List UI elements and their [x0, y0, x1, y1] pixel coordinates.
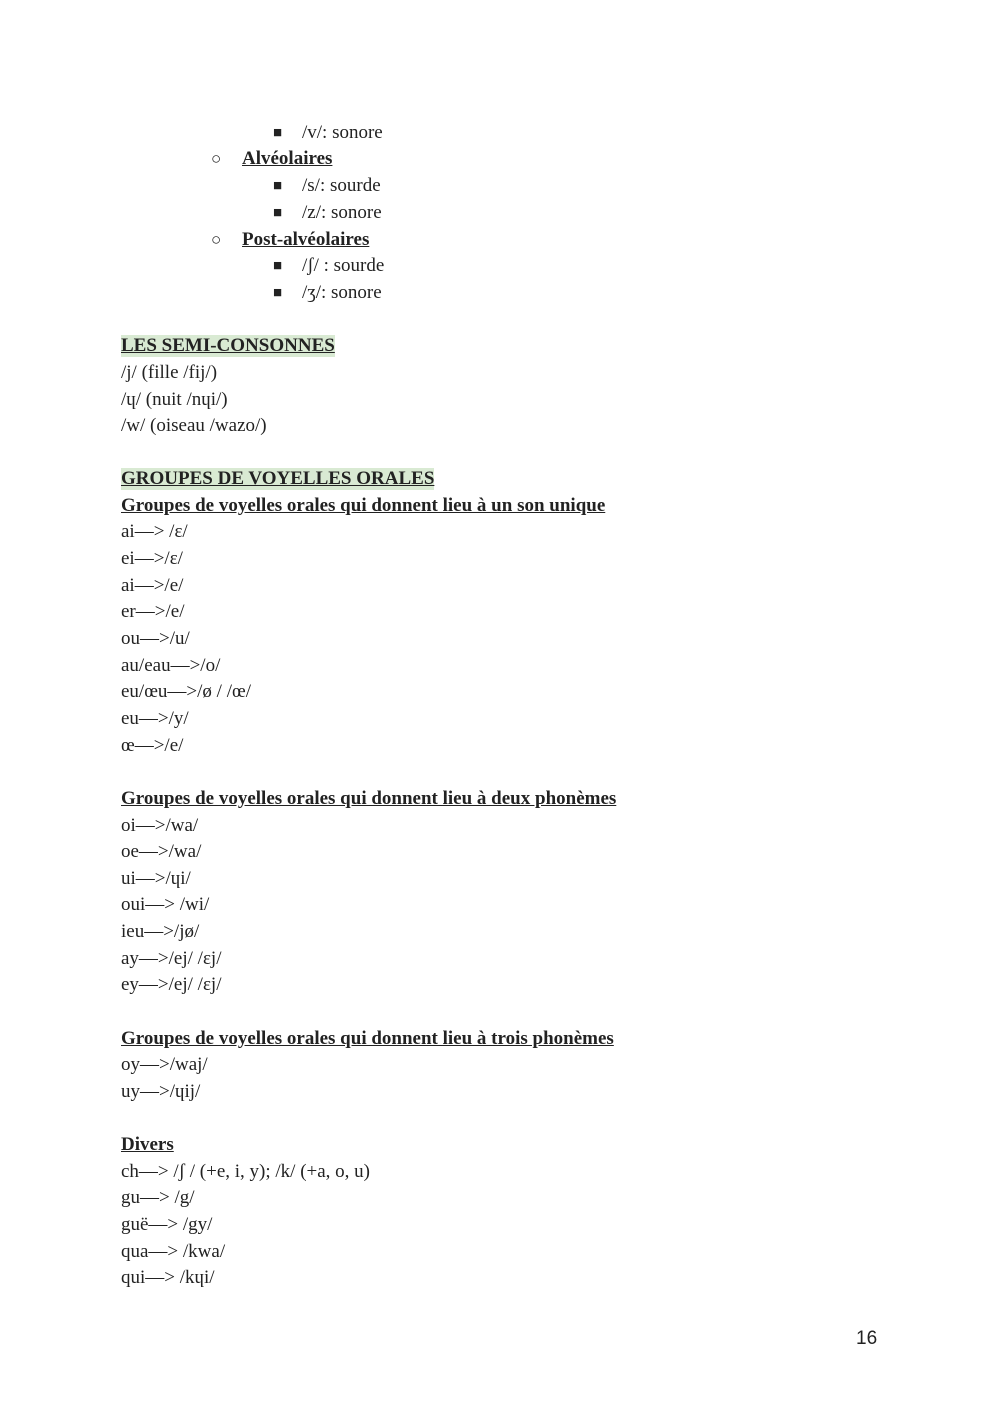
son-unique-line: er—>/e/ [121, 601, 185, 622]
son-unique-line: ou—>/u/ [121, 628, 190, 649]
son-unique-line: ai—>/e/ [121, 575, 184, 596]
semi-consonne-line: /ɥ/ (nuit /nɥi/) [121, 389, 228, 410]
post-alveolaires-title: Post-alvéolaires [242, 229, 370, 250]
son-unique-subheading: Groupes de voyelles orales qui donnent lieu à un son unique [121, 495, 606, 516]
list-item-v: /v/: sonore [302, 122, 383, 143]
list-item-ezh: /ʒ/: sonore [302, 282, 382, 303]
deux-phonemes-line: oe—>/wa/ [121, 841, 202, 862]
deux-phonemes-subheading: Groupes de voyelles orales qui donnent lieu à deux phonèmes [121, 788, 617, 809]
groupes-voyelles-heading: GROUPES DE VOYELLES ORALES [121, 468, 435, 489]
divers-line: qui—> /kɥi/ [121, 1267, 215, 1288]
square-bullet-icon: ■ [273, 125, 283, 141]
deux-phonemes-line: ui—>/ɥi/ [121, 868, 191, 889]
circle-bullet-icon: ○ [211, 230, 222, 249]
deux-phonemes-line: oui—> /wi/ [121, 894, 210, 915]
alveolaires-title: Alvéolaires [242, 148, 333, 169]
divers-line: guë—> /gy/ [121, 1214, 213, 1235]
circle-bullet-icon: ○ [211, 149, 222, 168]
list-item-z: /z/: sonore [302, 202, 382, 223]
semi-consonnes-heading: LES SEMI-CONSONNES [121, 335, 335, 356]
son-unique-line: ei—>/ɛ/ [121, 548, 183, 569]
son-unique-line: au/eau—>/o/ [121, 655, 221, 676]
list-item-esh: /ʃ/ : sourde [302, 255, 385, 276]
semi-consonne-line: /w/ (oiseau /wazo/) [121, 415, 267, 436]
list-item-s: /s/: sourde [302, 175, 381, 196]
divers-heading: Divers [121, 1134, 174, 1155]
son-unique-line: ai—> /ɛ/ [121, 521, 188, 542]
deux-phonemes-line: oi—>/wa/ [121, 815, 199, 836]
trois-phonemes-line: oy—>/waj/ [121, 1054, 208, 1075]
deux-phonemes-line: ey—>/ej/ /ɛj/ [121, 974, 222, 995]
divers-line: qua—> /kwa/ [121, 1241, 226, 1262]
deux-phonemes-line: ieu—>/jø/ [121, 921, 200, 942]
son-unique-line: eu—>/y/ [121, 708, 189, 729]
deux-phonemes-line: ay—>/ej/ /ɛj/ [121, 948, 222, 969]
page-number: 16 [856, 1328, 878, 1349]
divers-line: ch—> /ʃ / (+e, i, y); /k/ (+a, o, u) [121, 1161, 371, 1182]
son-unique-line: œ—>/e/ [121, 735, 184, 756]
son-unique-line: eu/œu—>/ø / /œ/ [121, 681, 251, 702]
trois-phonemes-subheading: Groupes de voyelles orales qui donnent lieu à trois phonèmes [121, 1028, 614, 1049]
semi-consonne-line: /j/ (fille /fij/) [121, 362, 218, 383]
square-bullet-icon: ■ [273, 285, 283, 301]
trois-phonemes-line: uy—>/ɥij/ [121, 1081, 201, 1102]
divers-line: gu—> /g/ [121, 1187, 195, 1208]
square-bullet-icon: ■ [273, 178, 283, 194]
square-bullet-icon: ■ [273, 205, 283, 221]
square-bullet-icon: ■ [273, 258, 283, 274]
